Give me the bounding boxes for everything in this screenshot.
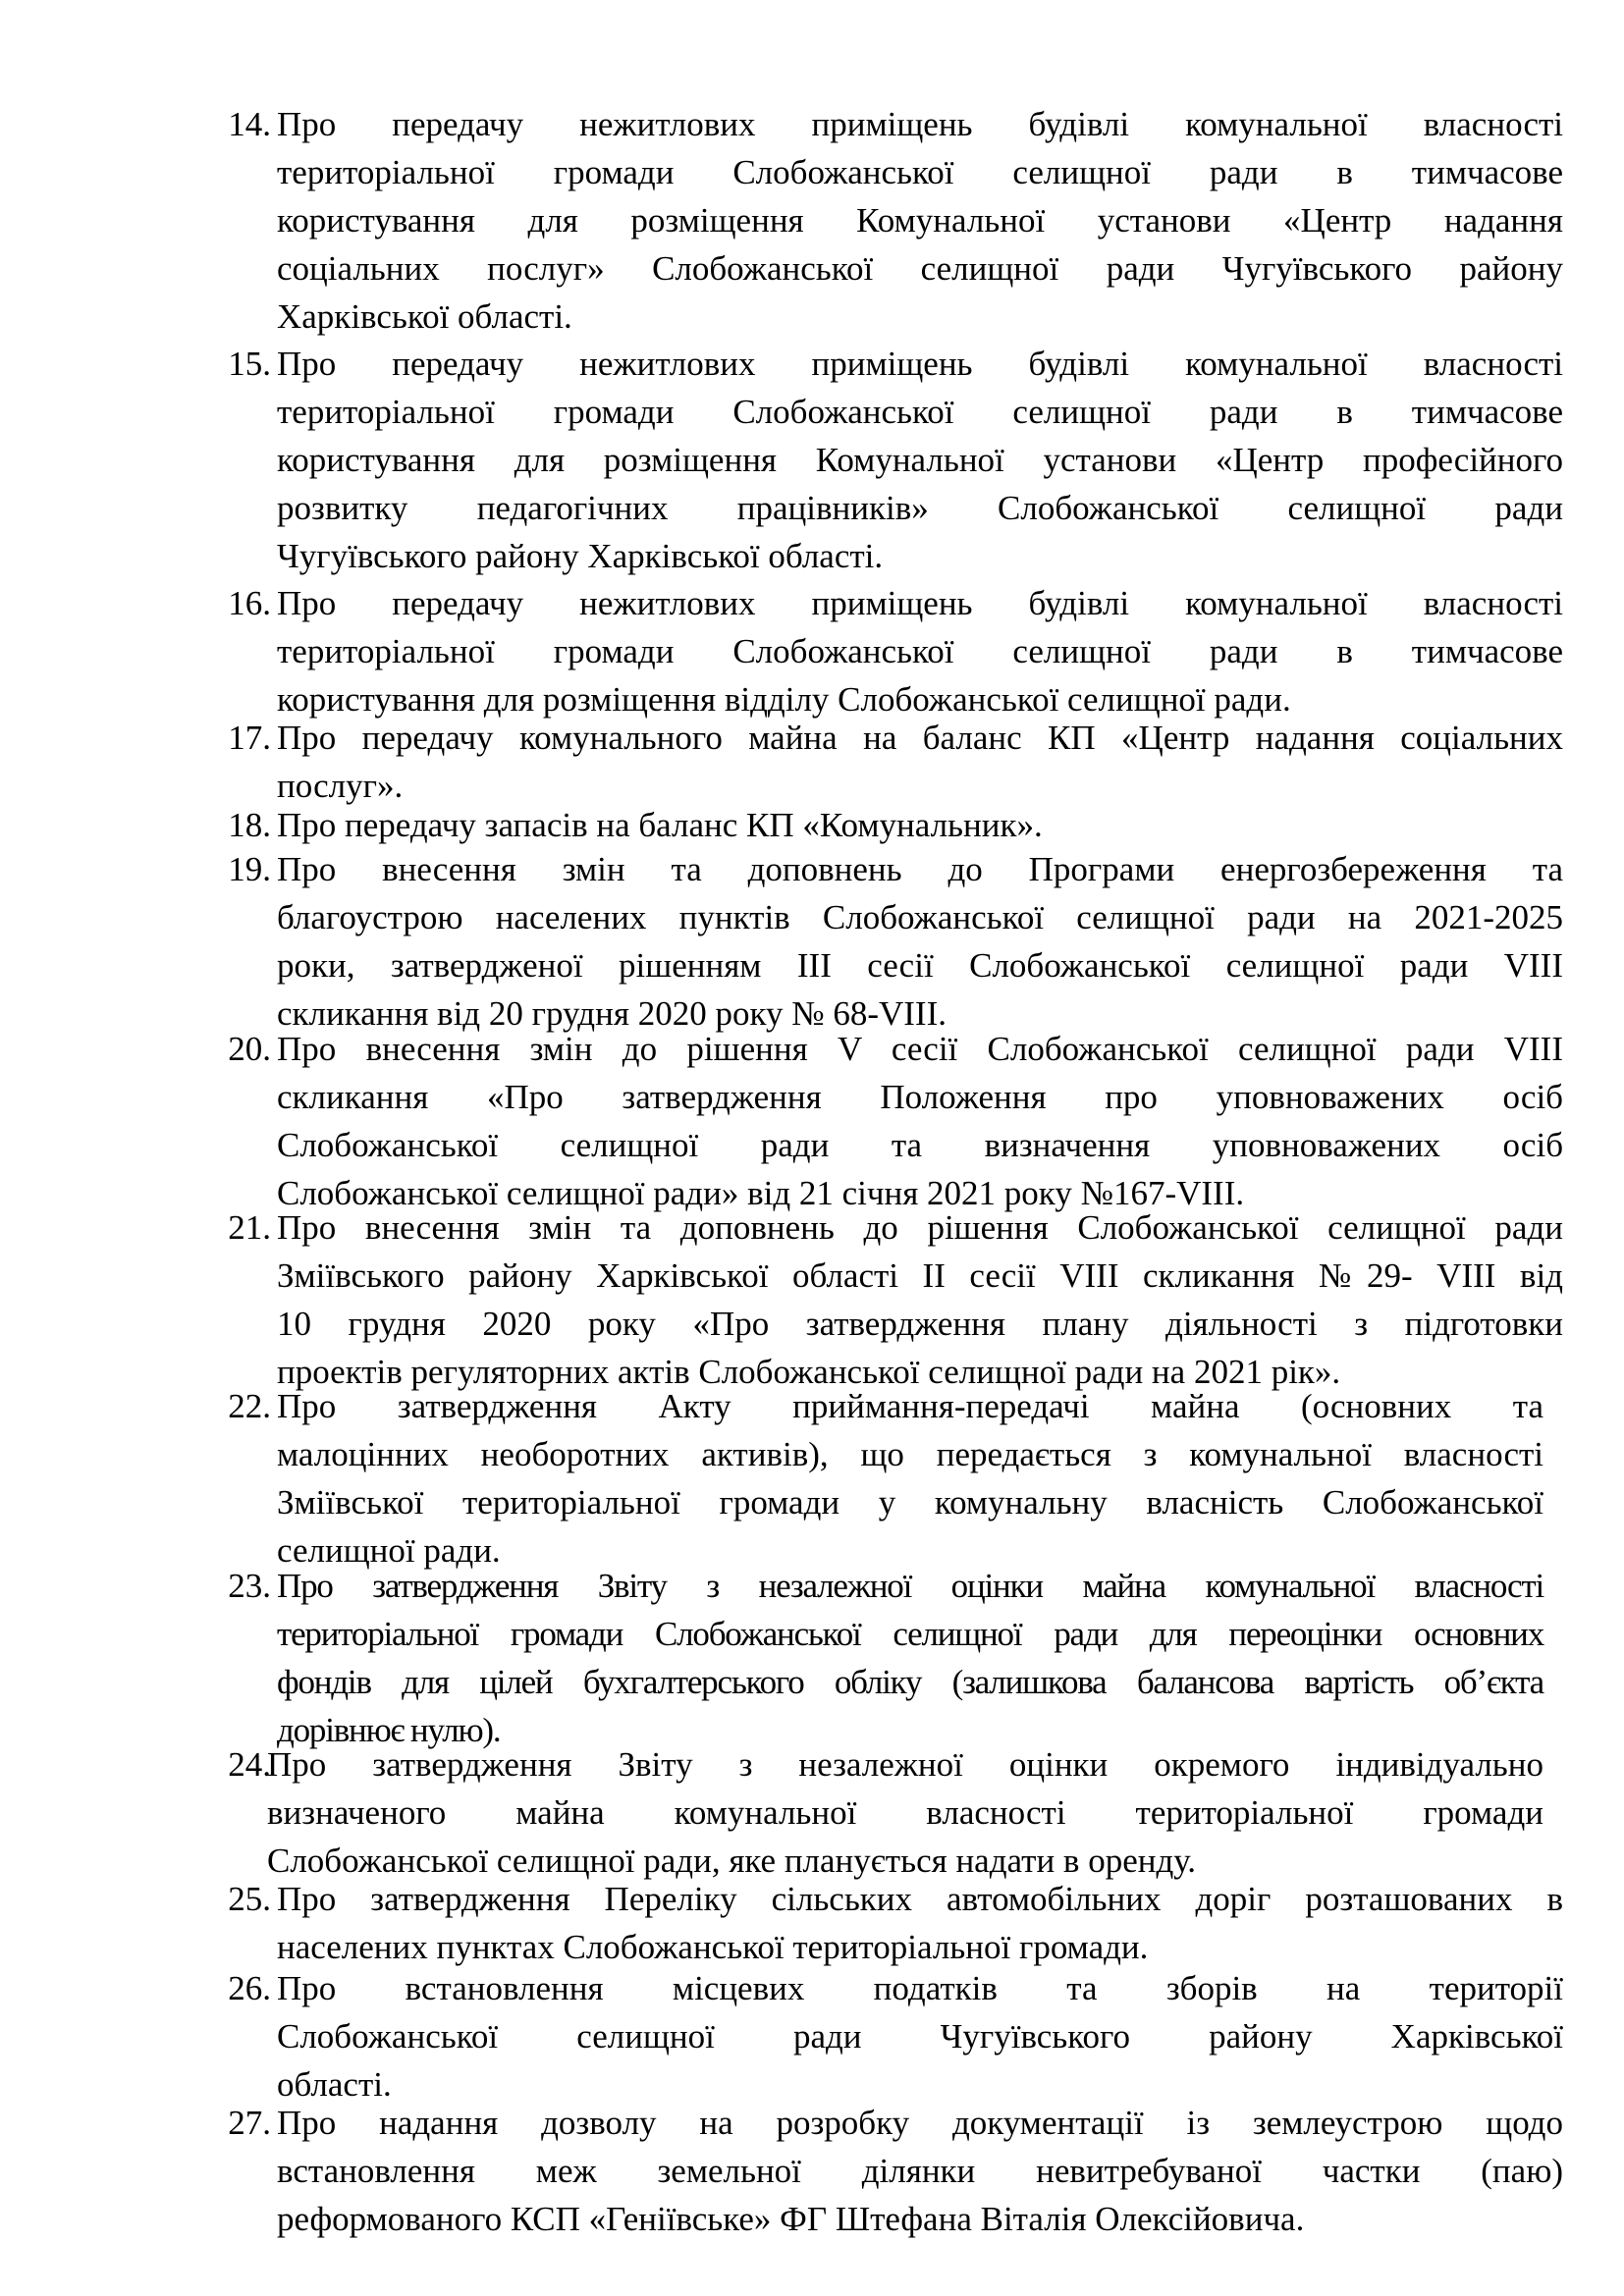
text-line: реформованого КСП «Геніївське» ФГ Штефана Віталія Олексійовича. <box>277 2200 1305 2238</box>
item-number: 16. <box>228 584 271 622</box>
text-line: територіальної громади Слобожанської селищної ради в тимчасове <box>277 632 1563 670</box>
text-line: Про передачу нежитлових приміщень будівлі комунальної власності <box>277 345 1563 383</box>
item-text <box>267 1740 1543 1885</box>
item-number: 25. <box>228 1880 271 1918</box>
text-line: Зміївської територіальної громади у комунальну власність Слобожанської <box>277 1483 1543 1522</box>
text-line: Слобожанської селищної ради Чугуївського району Харківської <box>277 2017 1563 2056</box>
item-number: 24. <box>228 1745 271 1784</box>
item-number: 22. <box>228 1387 271 1425</box>
item-number: 15. <box>228 345 271 383</box>
item-number: 17. <box>228 719 271 757</box>
item-number: 23. <box>228 1567 271 1605</box>
text-line: соціальних послуг» Слобожанської селищної ради Чугуївського району <box>277 249 1563 288</box>
text-line: територіальної громади Слобожанської селищної ради в тимчасове <box>277 393 1563 431</box>
item-text <box>277 1964 1563 2109</box>
text-line: користування для розміщення Комунальної установи «Центр професійного <box>277 441 1563 479</box>
item-text <box>277 1562 1543 1754</box>
text-line: Про внесення змін до рішення V сесії Слобожанської селищної ради VIII <box>277 1030 1563 1068</box>
text-line: селищної ради. <box>277 1531 501 1570</box>
text-line: користування для розміщення Комунальної установи «Центр надання <box>277 201 1563 240</box>
text-line: Про внесення змін та доповнень до Програми енергозбереження та <box>277 850 1563 888</box>
item-number: 26. <box>228 1969 271 2007</box>
text-line: Слобожанської селищної ради та визначення уповноважених осіб <box>277 1126 1563 1164</box>
text-line: Про надання дозволу на розробку документації із землеустрою щодо <box>277 2104 1563 2142</box>
text-line: встановлення меж земельної ділянки невитребуваної частки (паю) <box>277 2152 1563 2190</box>
text-line: Про внесення змін та доповнень до рішення Слобожанської селищної ради <box>277 1208 1563 1247</box>
item-number: 14. <box>228 105 271 143</box>
text-line: проектів регуляторних актів Слобожанської селищної ради на 2021 рік». <box>277 1353 1341 1391</box>
item-text <box>277 1025 1563 1217</box>
text-line: розвитку педагогічних працівників» Слобожанської селищної ради <box>277 489 1563 527</box>
text-line: дорівнює нулю). <box>277 1711 501 1749</box>
text-line: послуг». <box>277 767 404 805</box>
item-number: 19. <box>228 850 271 888</box>
item-number: 20. <box>228 1030 271 1068</box>
item-text <box>277 340 1563 580</box>
text-line: фондів для цілей бухгалтерського обліку (залишкова балансова вартість об’єкта <box>277 1663 1543 1701</box>
text-line: Про затвердження Переліку сільських автомобільних доріг розташованих в <box>277 1880 1563 1918</box>
text-line: Слобожанської селищної ради» від 21 січня 2021 року №167-VIII. <box>277 1174 1245 1212</box>
text-line: Слобожанської селищної ради, яке планується надати в оренду. <box>267 1842 1197 1880</box>
text-line: Про встановлення місцевих податків та зборів на території <box>277 1969 1563 2007</box>
text-line: територіальної громади Слобожанської селищної ради для переоцінки основних <box>277 1615 1543 1653</box>
text-line: користування для розміщення відділу Слобожанської селищної ради. <box>277 680 1291 719</box>
text-line: області. <box>277 2065 392 2104</box>
item-text <box>277 845 1563 1038</box>
item-number: 27. <box>228 2104 271 2142</box>
item-text <box>277 100 1563 341</box>
text-line: 10 грудня 2020 року «Про затвердження плану діяльності з підготовки <box>277 1305 1563 1343</box>
text-line: Про передачу комунального майна на баланс КП «Центр надання соціальних <box>277 719 1563 757</box>
text-line: Про передачу запасів на баланс КП «Комунальник». <box>277 806 1043 844</box>
text-line: територіальної громади Слобожанської селищної ради в тимчасове <box>277 153 1563 191</box>
text-line: скликання від 20 грудня 2020 року № 68-VIII. <box>277 994 947 1033</box>
text-line: Чугуївського району Харківської області. <box>277 537 884 575</box>
text-line: визначеного майна комунальної власності територіальної громади <box>267 1793 1543 1832</box>
item-text <box>277 1382 1543 1575</box>
text-line: населених пунктах Слобожанської територіальної громади. <box>277 1928 1149 1966</box>
item-text <box>277 1875 1563 1971</box>
text-line: скликання «Про затвердження Положення про уповноважених осіб <box>277 1078 1563 1116</box>
text-line: Про затвердження Звіту з незалежної оцінки окремого індивідуально <box>267 1745 1543 1784</box>
text-line: благоустрою населених пунктів Слобожанської селищної ради на 2021-2025 <box>277 898 1563 936</box>
text-line: Про затвердження Акту приймання-передачі майна (основних та <box>277 1387 1543 1425</box>
text-line: Про передачу нежитлових приміщень будівлі комунальної власності <box>277 105 1563 143</box>
item-text <box>277 579 1563 723</box>
text-line: Зміївського району Харківської області ІІ сесії VIII скликання №29- VIII від <box>277 1256 1563 1295</box>
item-number: 21. <box>228 1208 271 1247</box>
item-text <box>277 801 1563 849</box>
text-line: Про затвердження Звіту з незалежної оцінки майна комунальної власності <box>277 1567 1543 1605</box>
item-number: 18. <box>228 806 271 844</box>
item-text <box>277 1203 1563 1396</box>
text-line: Харківської області. <box>277 297 572 336</box>
text-line: малоцінних необоротних активів), що передається з комунальної власності <box>277 1435 1543 1473</box>
text-line: роки, затвердженої рішенням ІІІ сесії Слобожанської селищної ради VIII <box>277 946 1563 985</box>
item-text <box>277 714 1563 810</box>
item-text <box>277 2099 1563 2243</box>
text-line: Про передачу нежитлових приміщень будівлі комунальної власності <box>277 584 1563 622</box>
